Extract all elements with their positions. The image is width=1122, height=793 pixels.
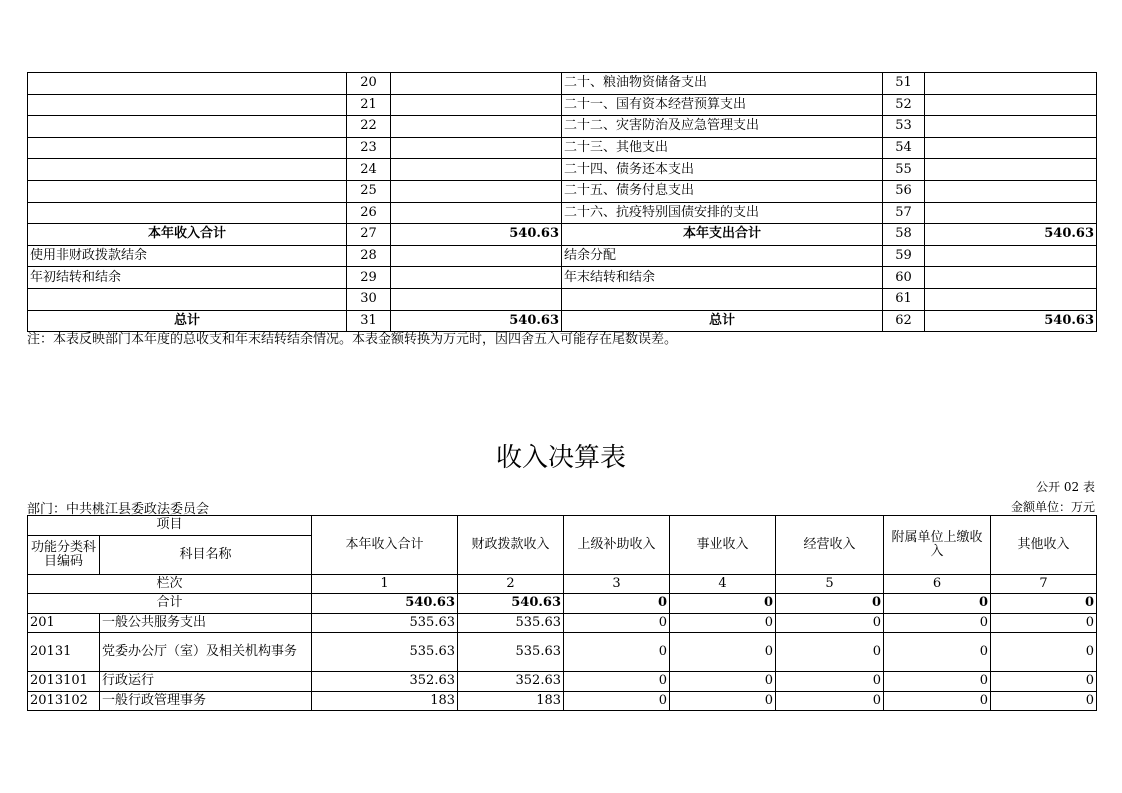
subtotal-row: [28, 224, 1097, 246]
table-row: [28, 137, 1097, 159]
row-number: 52: [883, 94, 925, 116]
row-number: 25: [347, 180, 391, 202]
column-header: 财政拨款收入: [458, 516, 564, 575]
value-cell: 0: [670, 594, 776, 614]
value-cell: 0: [670, 633, 776, 672]
income-label-cell: [28, 73, 347, 95]
expense-label: 二十三、其他支出: [562, 137, 883, 159]
table-row: [28, 159, 1097, 181]
expense-value-cell: [925, 288, 1097, 310]
value-cell: 0: [564, 613, 670, 633]
total-row: [28, 310, 1097, 332]
value-cell: 183: [312, 691, 458, 711]
income-label-cell: [28, 94, 347, 116]
table-row: [28, 672, 1097, 692]
income-label-cell: [28, 137, 347, 159]
row-number: 62: [883, 310, 925, 332]
income-subtotal-label: 本年收入合计: [28, 224, 347, 246]
value-cell: 540.63: [312, 594, 458, 614]
income-label-cell: [28, 116, 347, 138]
value-cell: 0: [776, 672, 884, 692]
row-number: 51: [883, 73, 925, 95]
lanci-number: 2: [458, 574, 564, 594]
income-value-cell: [391, 137, 562, 159]
row-number: 28: [347, 245, 391, 267]
expense-value-cell: [925, 73, 1097, 95]
table-row: [28, 245, 1097, 267]
value-cell: 535.63: [458, 633, 564, 672]
expense-subtotal-label: 本年支出合计: [562, 224, 883, 246]
table-row: [28, 73, 1097, 95]
expense-value-cell: [925, 159, 1097, 181]
value-cell: 0: [991, 633, 1097, 672]
value-cell: 0: [884, 672, 991, 692]
row-number: 56: [883, 180, 925, 202]
income-expenditure-summary-table: [27, 72, 1097, 332]
subject-code: 201: [28, 613, 100, 633]
expense-value-cell: [925, 94, 1097, 116]
value-cell: 0: [776, 633, 884, 672]
value-cell: 0: [564, 691, 670, 711]
value-cell: 0: [670, 672, 776, 692]
subject-name: 一般公共服务支出: [100, 613, 312, 633]
value-cell: 540.63: [458, 594, 564, 614]
page-title: 收入决算表: [495, 443, 626, 473]
row-number: 31: [347, 310, 391, 332]
lanci-number: 5: [776, 574, 884, 594]
value-cell: 0: [776, 594, 884, 614]
amount-unit-label: 金额单位：万元: [1010, 500, 1095, 514]
expense-label: 结余分配: [562, 245, 883, 267]
income-label-cell: [28, 202, 347, 224]
lanci-number: 1: [312, 574, 458, 594]
header-row: [28, 516, 1097, 536]
row-number: 61: [883, 288, 925, 310]
value-cell: 535.63: [458, 613, 564, 633]
row-number: 21: [347, 94, 391, 116]
lanci-label: 栏次: [28, 574, 312, 594]
lanci-number: 7: [991, 574, 1097, 594]
income-final-accounts-table: [27, 515, 1097, 711]
table-row: [28, 116, 1097, 138]
column-header: 其他收入: [991, 516, 1097, 575]
value-cell: 535.63: [312, 633, 458, 672]
row-number: 54: [883, 137, 925, 159]
value-cell: 0: [991, 691, 1097, 711]
name-header: 科目名称: [100, 535, 312, 574]
lanci-number: 6: [884, 574, 991, 594]
expense-label: [562, 288, 883, 310]
value-cell: 0: [776, 691, 884, 711]
value-cell: 0: [884, 633, 991, 672]
income-value-cell: [391, 245, 562, 267]
expense-value-cell: [925, 267, 1097, 289]
column-header: 经营收入: [776, 516, 884, 575]
income-label: 使用非财政拨款结余: [28, 245, 347, 267]
value-cell: 0: [564, 594, 670, 614]
income-label: 年初结转和结余: [28, 267, 347, 289]
value-cell: 352.63: [458, 672, 564, 692]
value-cell: 0: [991, 594, 1097, 614]
income-label-cell: [28, 159, 347, 181]
income-value-cell: [391, 159, 562, 181]
lanci-number: 3: [564, 574, 670, 594]
expense-label: 二十二、灾害防治及应急管理支出: [562, 116, 883, 138]
row-number: 58: [883, 224, 925, 246]
form-number: 公开 02 表: [1036, 480, 1095, 494]
row-number: 57: [883, 202, 925, 224]
expense-label: 年末结转和结余: [562, 267, 883, 289]
value-cell: 183: [458, 691, 564, 711]
row-number: 59: [883, 245, 925, 267]
subject-name: 一般行政管理事务: [100, 691, 312, 711]
row-number: 29: [347, 267, 391, 289]
column-header: 事业收入: [670, 516, 776, 575]
table-note: 注：本表反映部门本年度的总收支和年末结转结余情况。本表金额转换为万元时，因四舍五入可能存在尾数误差。: [27, 332, 678, 347]
expense-total-value: 540.63: [925, 310, 1097, 332]
code-header: 功能分类科目编码: [28, 535, 100, 574]
column-header: 上级补助收入: [564, 516, 670, 575]
row-number: 26: [347, 202, 391, 224]
total-label: 合计: [28, 594, 312, 614]
value-cell: 0: [884, 594, 991, 614]
income-value-cell: [391, 180, 562, 202]
income-subtotal-value: 540.63: [391, 224, 562, 246]
row-number: 30: [347, 288, 391, 310]
column-header: 附属单位上缴收入: [884, 516, 991, 575]
row-number: 23: [347, 137, 391, 159]
income-value-cell: [391, 94, 562, 116]
income-value-cell: [391, 73, 562, 95]
expense-value-cell: [925, 245, 1097, 267]
subject-code: 2013102: [28, 691, 100, 711]
row-number: 24: [347, 159, 391, 181]
value-cell: 0: [884, 613, 991, 633]
subject-code: 2013101: [28, 672, 100, 692]
total-row: [28, 594, 1097, 614]
expense-label: 二十、粮油物资储备支出: [562, 73, 883, 95]
income-total-value: 540.63: [391, 310, 562, 332]
lanci-row: [28, 574, 1097, 594]
value-cell: 352.63: [312, 672, 458, 692]
row-number: 27: [347, 224, 391, 246]
table-row: [28, 267, 1097, 289]
row-number: 20: [347, 73, 391, 95]
column-header: 本年收入合计: [312, 516, 458, 575]
value-cell: 0: [991, 672, 1097, 692]
income-value-cell: [391, 267, 562, 289]
income-value-cell: [391, 116, 562, 138]
income-label: [28, 288, 347, 310]
value-cell: 0: [991, 613, 1097, 633]
subject-name: 行政运行: [100, 672, 312, 692]
row-number: 60: [883, 267, 925, 289]
expense-value-cell: [925, 116, 1097, 138]
table-row: [28, 613, 1097, 633]
income-total-label: 总计: [28, 310, 347, 332]
expense-value-cell: [925, 137, 1097, 159]
expense-total-label: 总计: [562, 310, 883, 332]
expense-subtotal-value: 540.63: [925, 224, 1097, 246]
lanci-number: 4: [670, 574, 776, 594]
row-number: 22: [347, 116, 391, 138]
table-row: [28, 202, 1097, 224]
value-cell: 535.63: [312, 613, 458, 633]
subject-code: 20131: [28, 633, 100, 672]
row-number: 55: [883, 159, 925, 181]
value-cell: 0: [884, 691, 991, 711]
table-row: [28, 94, 1097, 116]
item-header: 项目: [28, 516, 312, 536]
table-row: [28, 691, 1097, 711]
value-cell: 0: [564, 633, 670, 672]
expense-value-cell: [925, 180, 1097, 202]
expense-label: 二十四、债务还本支出: [562, 159, 883, 181]
expense-label: 二十六、抗疫特别国债安排的支出: [562, 202, 883, 224]
row-number: 53: [883, 116, 925, 138]
table-row: [28, 288, 1097, 310]
table-row: [28, 633, 1097, 672]
department-label: 部门：中共桃江县委政法委员会: [27, 502, 210, 517]
value-cell: 0: [670, 613, 776, 633]
value-cell: 0: [670, 691, 776, 711]
expense-label: 二十一、国有资本经营预算支出: [562, 94, 883, 116]
expense-value-cell: [925, 202, 1097, 224]
income-label-cell: [28, 180, 347, 202]
income-value-cell: [391, 288, 562, 310]
value-cell: 0: [776, 613, 884, 633]
table-row: [28, 180, 1097, 202]
value-cell: 0: [564, 672, 670, 692]
subject-name: 党委办公厅（室）及相关机构事务: [100, 633, 312, 672]
income-value-cell: [391, 202, 562, 224]
expense-label: 二十五、债务付息支出: [562, 180, 883, 202]
